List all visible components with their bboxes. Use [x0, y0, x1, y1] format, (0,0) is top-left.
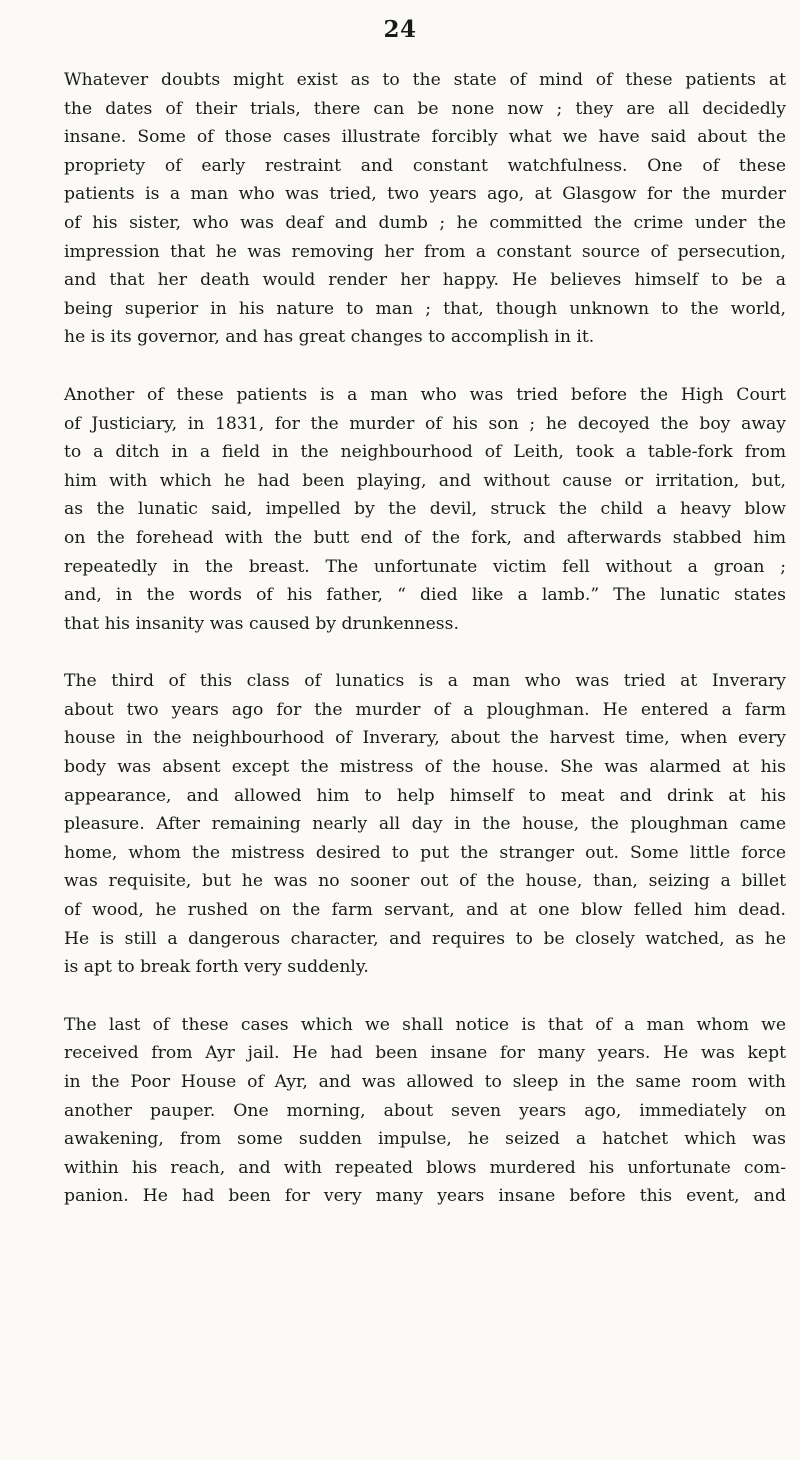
text-line: another pauper. One morning, about seven years ago, immediately on [64, 1100, 786, 1121]
text-line: propriety of early restraint and constant watchfulness. One of these [64, 155, 786, 176]
text-line: repeatedly in the breast. The unfortunate victim fell without a groan ; [64, 556, 786, 577]
paragraph-1 [64, 66, 786, 352]
text-line: in the Poor House of Ayr, and was allowed to sleep in the same room with [64, 1072, 786, 1092]
paragraph-gap [64, 982, 786, 1011]
text-line: house in the neighbourhood of Inverary, about the harvest time, when every [64, 728, 786, 749]
text-line: and, in the words of his father, “ died like a lamb.” The lunatic states [64, 585, 786, 606]
paragraph-4 [64, 1011, 786, 1211]
page-number: 24 [383, 16, 417, 43]
text-line: The third of this class of lunatics is a man who was tried at Inverary [64, 671, 786, 692]
text-line: within his reach, and with repeated blows murdered his unfortunate com- [64, 1157, 786, 1178]
text-line: of Justiciary, in 1831, for the murder of his son ; he decoyed the boy away [64, 413, 786, 434]
text-line: as the lunatic said, impelled by the devil, struck the child a heavy blow [64, 499, 786, 520]
text-line: insane. Some of those cases illustrate forcibly what we have said about the [64, 127, 786, 148]
paragraph-3 [64, 667, 786, 982]
body-text [64, 66, 786, 1211]
paragraph-gap [64, 352, 786, 381]
text-line: impression that he was removing her from a constant source of persecution, [64, 241, 786, 262]
text-line: pleasure. After remaining nearly all day in the house, the ploughman came [64, 814, 786, 835]
text-line: awakening, from some sudden impulse, he seized a hatchet which was [64, 1129, 786, 1150]
text-line: about two years ago for the murder of a ploughman. He entered a farm [64, 699, 786, 720]
text-line: is apt to break forth very suddenly. [64, 957, 369, 978]
text-line: He is still a dangerous character, and requires to be closely watched, as he [64, 928, 786, 949]
text-line: to a ditch in a field in the neighbourhood of Leith, took a table-fork from [64, 442, 786, 463]
text-line: and that her death would render her happy. He believes himself to be a [64, 270, 786, 291]
text-line: of his sister, who was deaf and dumb ; he committed the crime under the [64, 212, 786, 233]
text-line: Whatever doubts might exist as to the state of mind of these patients at [64, 70, 786, 90]
text-line: body was absent except the mistress of the house. She was alarmed at his [64, 757, 786, 778]
text-line: was requisite, but he was no sooner out of the house, than, seizing a billet [64, 871, 786, 892]
text-line: The last of these cases which we shall notice is that of a man whom we [64, 1014, 786, 1035]
text-line: appearance, and allowed him to help himself to meat and drink at his [64, 785, 786, 806]
text-line: that his insanity was caused by drunkenness. [64, 613, 459, 634]
paragraph-gap [64, 638, 786, 667]
text-line: the dates of their trials, there can be none now ; they are all decidedly [64, 98, 786, 119]
text-line: received from Ayr jail. He had been insane for many years. He was kept [64, 1043, 786, 1064]
text-line: home, whom the mistress desired to put the stranger out. Some little force [64, 842, 786, 863]
text-line: patients is a man who was tried, two years ago, at Glasgow for the murder [64, 184, 786, 205]
text-line: he is its governor, and has great changes to accomplish in it. [64, 327, 595, 348]
paragraph-2 [64, 381, 786, 638]
text-line: panion. He had been for very many years insane before this event, and [64, 1186, 786, 1207]
text-line: on the forehead with the butt end of the fork, and afterwards stabbed him [64, 527, 786, 548]
text-line: Another of these patients is a man who was tried before the High Court [64, 384, 786, 405]
text-line: him with which he had been playing, and without cause or irritation, but, [64, 470, 786, 491]
text-line: of wood, he rushed on the farm servant, and at one blow felled him dead. [64, 900, 786, 921]
text-line: being superior in his nature to man ; that, though unknown to the world, [64, 298, 786, 319]
